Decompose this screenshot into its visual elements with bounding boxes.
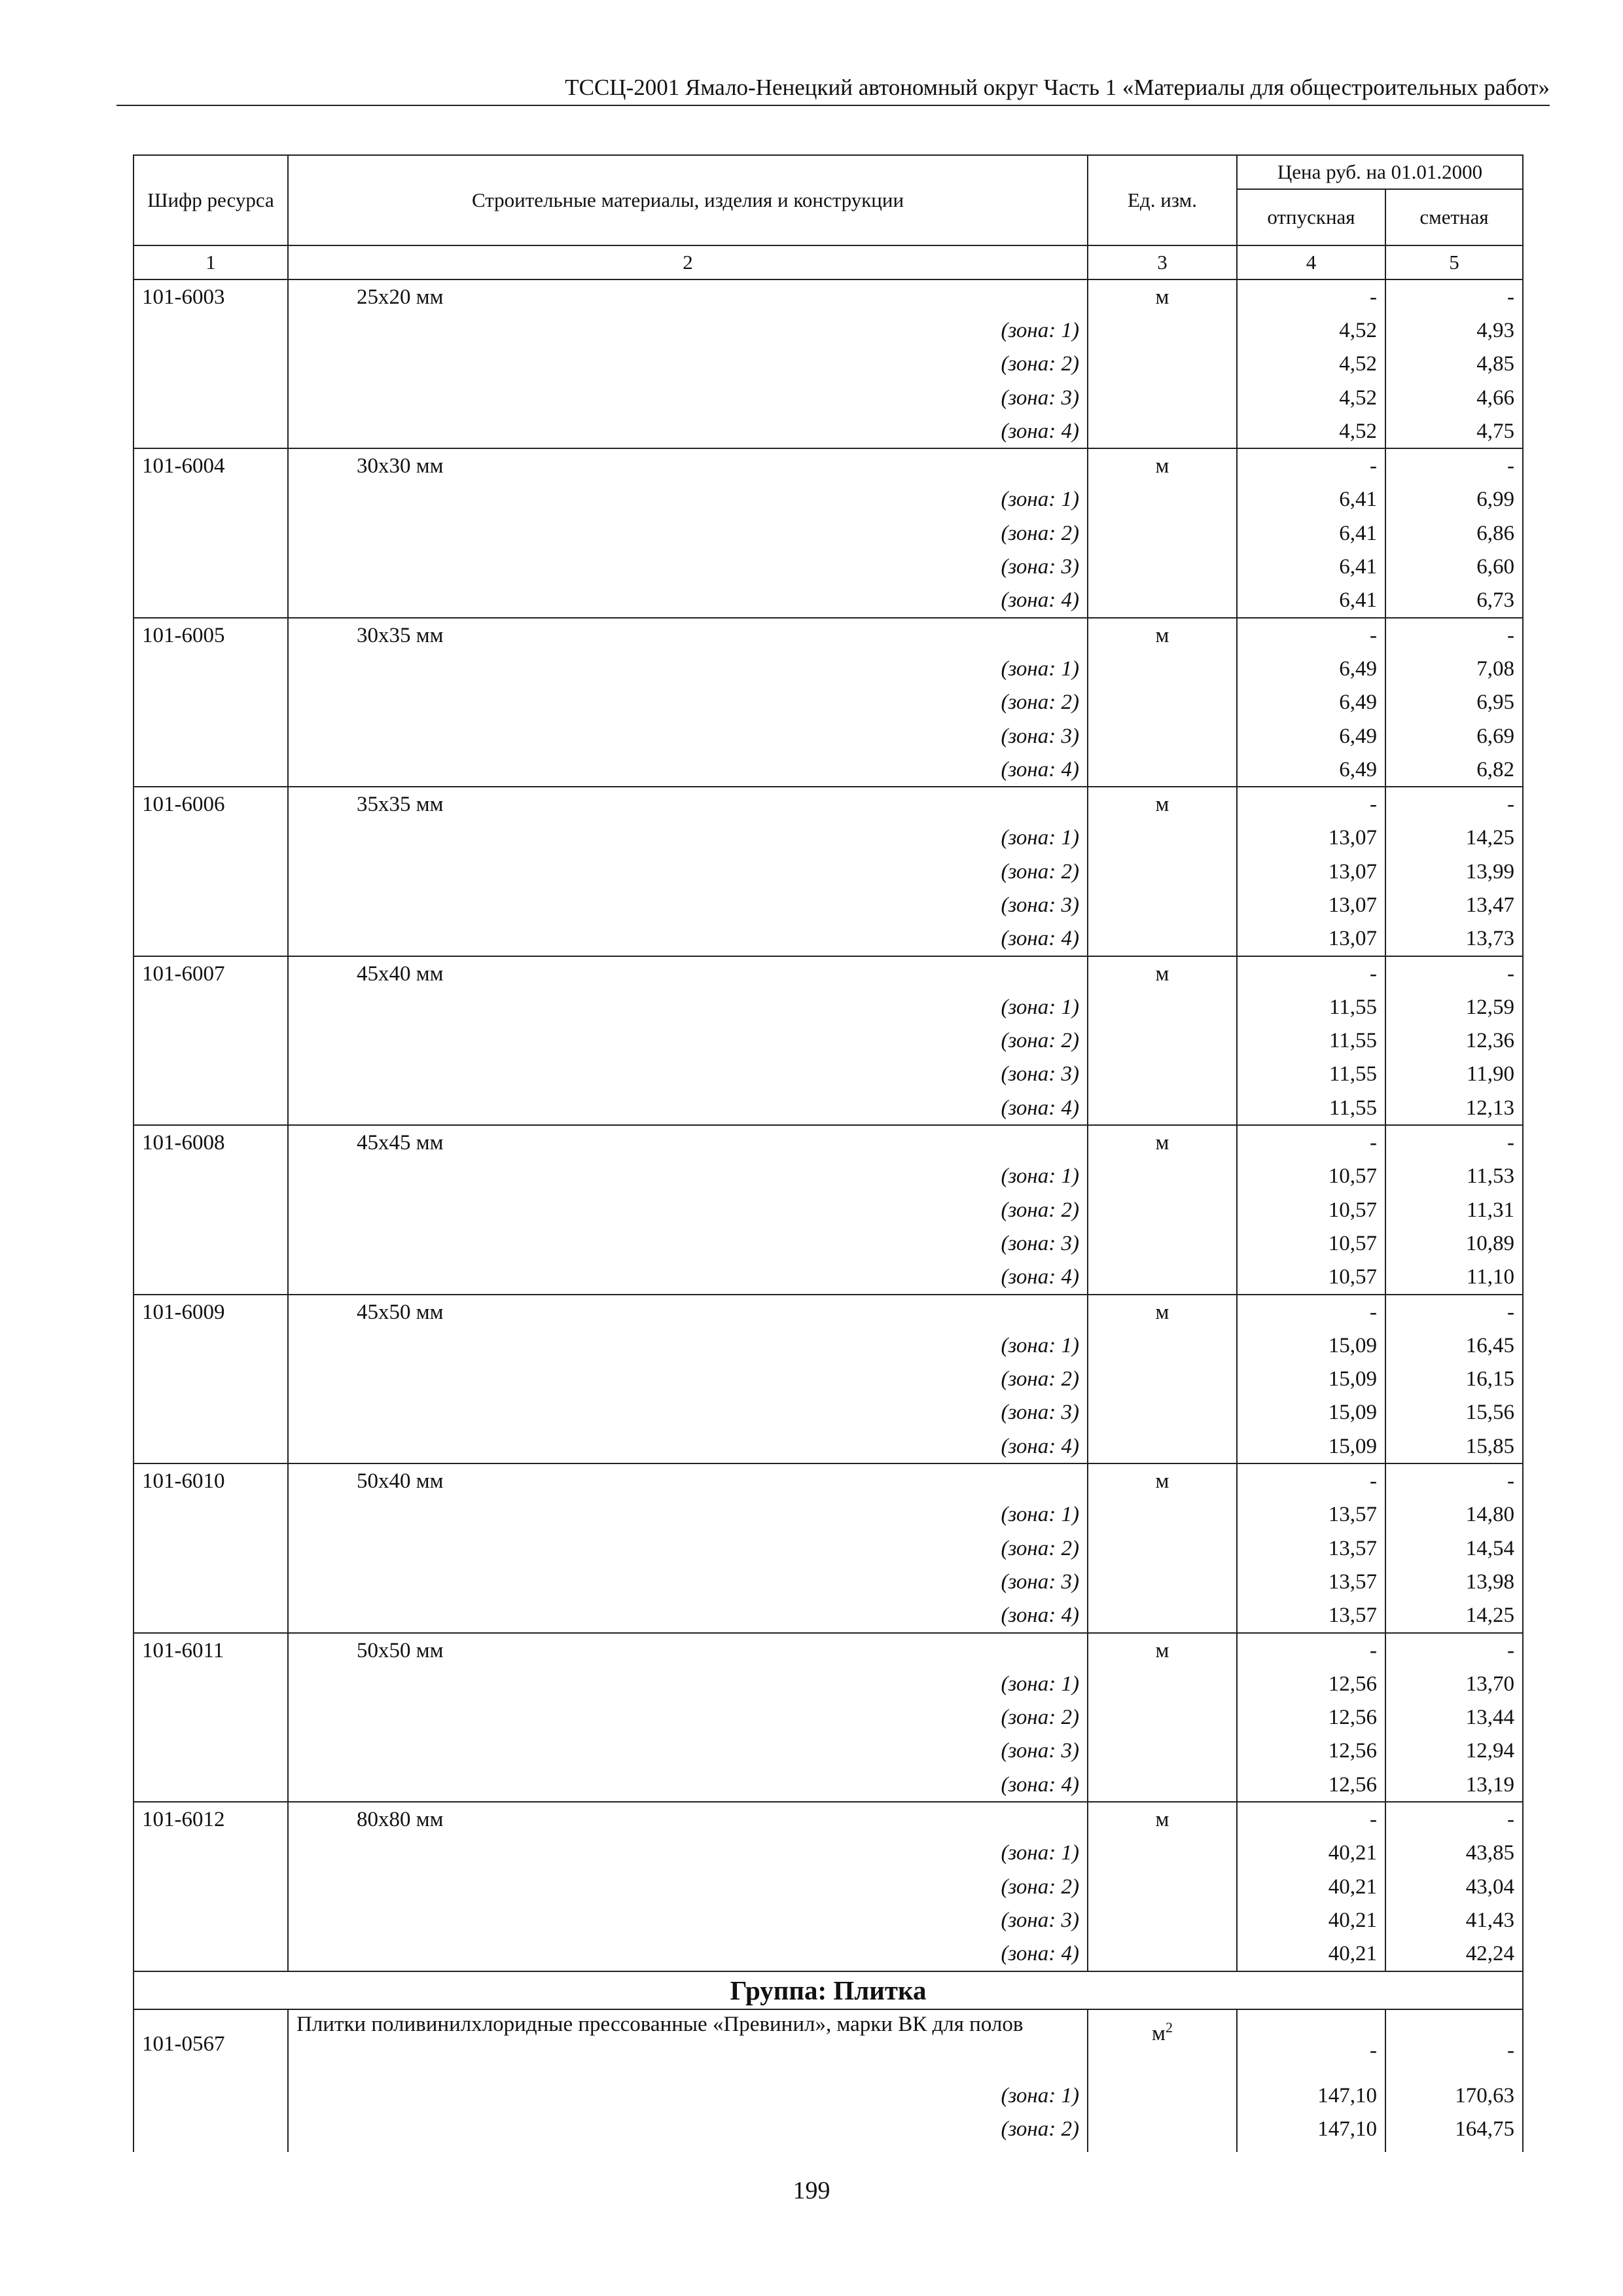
zone-label: (зона: 1) [288, 990, 1088, 1024]
estimate-price: - [1385, 1633, 1523, 1667]
estimate-price: 4,66 [1385, 381, 1523, 414]
zone-label: (зона: 3) [288, 1903, 1088, 1937]
zone-label: (зона: 2) [288, 855, 1088, 888]
zone-label: (зона: 2) [288, 1700, 1088, 1734]
release-price: - [1237, 956, 1385, 990]
release-price: 13,07 [1237, 922, 1385, 956]
material-name: 45x40 мм [288, 956, 1088, 990]
zone-label: (зона: 4) [288, 414, 1088, 448]
estimate-price: 6,73 [1385, 584, 1523, 618]
zone-row [134, 888, 1523, 922]
release-price: 11,55 [1237, 1058, 1385, 1091]
estimate-price: 16,45 [1385, 1329, 1523, 1362]
zone-label: (зона: 4) [288, 1261, 1088, 1295]
zone-label: (зона: 2) [288, 1870, 1088, 1903]
estimate-price: 14,80 [1385, 1498, 1523, 1532]
resource-code: 101-6003 [134, 279, 288, 314]
table-header [134, 155, 1523, 279]
zone-row [134, 1261, 1523, 1295]
zone-label: (зона: 4) [288, 753, 1088, 787]
estimate-price: 13,98 [1385, 1565, 1523, 1598]
zone-row [134, 1058, 1523, 1091]
unit-superscript: 2 [1165, 2018, 1173, 2036]
column-number: 3 [1088, 245, 1237, 279]
zone-label: (зона: 2) [288, 686, 1088, 719]
estimate-price: 6,86 [1385, 516, 1523, 550]
zone-row [134, 1429, 1523, 1463]
unit: м [1088, 448, 1237, 482]
price-table [133, 154, 1524, 2152]
material-name: 80x80 мм [288, 1802, 1088, 1836]
release-price: 6,41 [1237, 550, 1385, 583]
zone-row [134, 1329, 1523, 1362]
release-price: 13,57 [1237, 1599, 1385, 1633]
header-code: Шифр ресурса [134, 155, 288, 245]
zone-row [134, 381, 1523, 414]
release-price: 10,57 [1237, 1227, 1385, 1260]
zone-row [134, 1734, 1523, 1768]
zone-label: (зона: 1) [288, 821, 1088, 855]
release-price: 13,07 [1237, 855, 1385, 888]
estimate-price: 164,75 [1385, 2113, 1523, 2152]
zone-row [134, 753, 1523, 787]
zone-label: (зона: 2) [288, 1532, 1088, 1565]
release-price: 6,49 [1237, 753, 1385, 787]
release-price: 11,55 [1237, 990, 1385, 1024]
zone-row [134, 1937, 1523, 1971]
estimate-price: 11,31 [1385, 1193, 1523, 1227]
release-price: 40,21 [1237, 1837, 1385, 1870]
estimate-price: 10,89 [1385, 1227, 1523, 1260]
zone-row [134, 1837, 1523, 1870]
release-price: 15,09 [1237, 1363, 1385, 1396]
estimate-price: 14,25 [1385, 821, 1523, 855]
release-price: 15,09 [1237, 1329, 1385, 1362]
material-name: 35x35 мм [288, 787, 1088, 821]
estimate-price: 13,44 [1385, 1700, 1523, 1734]
estimate-price: - [1385, 279, 1523, 314]
zone-row [134, 584, 1523, 618]
zone-row [134, 516, 1523, 550]
zone-row [134, 2079, 1523, 2113]
zone-label: (зона: 2) [288, 1193, 1088, 1227]
estimate-price: 13,47 [1385, 888, 1523, 922]
table-row [134, 448, 1523, 482]
estimate-price: 41,43 [1385, 1903, 1523, 1937]
estimate-price: 12,13 [1385, 1091, 1523, 1125]
release-price: 6,49 [1237, 719, 1385, 753]
table-row [134, 1295, 1523, 1329]
header-estimate-price: сметная [1385, 189, 1523, 245]
zone-row [134, 1667, 1523, 1700]
estimate-price: 13,73 [1385, 922, 1523, 956]
estimate-price: - [1385, 1125, 1523, 1159]
zone-label: (зона: 3) [288, 550, 1088, 583]
zone-label: (зона: 1) [288, 2079, 1088, 2113]
material-name: 30x30 мм [288, 448, 1088, 482]
estimate-price: 43,04 [1385, 1870, 1523, 1903]
estimate-price: 6,60 [1385, 550, 1523, 583]
release-price: - [1237, 1802, 1385, 1836]
column-number: 4 [1237, 245, 1385, 279]
zone-row [134, 855, 1523, 888]
material-name: 45x45 мм [288, 1125, 1088, 1159]
release-price: - [1237, 2009, 1385, 2079]
estimate-price: 6,82 [1385, 753, 1523, 787]
estimate-price: 14,25 [1385, 1599, 1523, 1633]
table-row [134, 1633, 1523, 1667]
items-body [134, 279, 1523, 1971]
estimate-price: 11,10 [1385, 1261, 1523, 1295]
resource-code: 101-6005 [134, 618, 288, 652]
estimate-price: 13,70 [1385, 1667, 1523, 1700]
estimate-price: 7,08 [1385, 652, 1523, 685]
estimate-price: 6,95 [1385, 686, 1523, 719]
material-name: 50x40 мм [288, 1463, 1088, 1498]
table-row [134, 1463, 1523, 1498]
release-price: 10,57 [1237, 1160, 1385, 1193]
release-price: - [1237, 1125, 1385, 1159]
unit: м [1088, 1802, 1237, 1836]
estimate-price: - [1385, 787, 1523, 821]
zone-row [134, 1498, 1523, 1532]
running-header: ТССЦ-2001 Ямало-Ненецкий автономный округ Часть 1 «Материалы для общестроительных работ» [565, 75, 1550, 100]
zone-label: (зона: 1) [288, 1667, 1088, 1700]
zone-label: (зона: 4) [288, 1429, 1088, 1463]
release-price: 10,57 [1237, 1261, 1385, 1295]
estimate-price: - [1385, 1295, 1523, 1329]
zone-label: (зона: 3) [288, 719, 1088, 753]
zone-label: (зона: 1) [288, 1837, 1088, 1870]
group-title: Группа: Плитка [134, 1971, 1523, 2009]
table-row [134, 618, 1523, 652]
page-number: 199 [793, 2177, 830, 2204]
header-rule [116, 105, 1550, 106]
unit-cell [1088, 2009, 1237, 2079]
zone-label: (зона: 4) [288, 1599, 1088, 1633]
unit: м [1088, 279, 1237, 314]
zone-label: (зона: 4) [288, 1091, 1088, 1125]
resource-code: 101-6011 [134, 1633, 288, 1667]
zone-row [134, 1700, 1523, 1734]
column-number: 5 [1385, 245, 1523, 279]
zone-label: (зона: 4) [288, 1937, 1088, 1971]
column-numbers-row [134, 245, 1523, 279]
release-price: - [1237, 448, 1385, 482]
column-number: 1 [134, 245, 288, 279]
zone-row [134, 1532, 1523, 1565]
release-price: 40,21 [1237, 1937, 1385, 1971]
zone-label: (зона: 1) [288, 1498, 1088, 1532]
release-price: 15,09 [1237, 1429, 1385, 1463]
release-price: - [1237, 618, 1385, 652]
estimate-price: 14,54 [1385, 1532, 1523, 1565]
unit: м [1088, 956, 1237, 990]
zone-row [134, 2113, 1523, 2152]
zone-label: (зона: 3) [288, 1227, 1088, 1260]
estimate-price: 6,69 [1385, 719, 1523, 753]
estimate-price: 42,24 [1385, 1937, 1523, 1971]
zone-row [134, 1024, 1523, 1058]
zone-label: (зона: 1) [288, 314, 1088, 347]
zone-label: (зона: 2) [288, 1363, 1088, 1396]
material-name: 25x20 мм [288, 279, 1088, 314]
zone-row [134, 821, 1523, 855]
estimate-price: - [1385, 956, 1523, 990]
release-price: 13,07 [1237, 888, 1385, 922]
estimate-price: 13,99 [1385, 855, 1523, 888]
unit: м [1088, 1633, 1237, 1667]
table-row [134, 2009, 1523, 2079]
release-price: 6,41 [1237, 483, 1385, 516]
zone-label: (зона: 3) [288, 1565, 1088, 1598]
zone-row [134, 1599, 1523, 1633]
unit: м [1088, 1463, 1237, 1498]
zone-label: (зона: 1) [288, 652, 1088, 685]
zone-label: (зона: 2) [288, 2113, 1088, 2152]
resource-code: 101-6012 [134, 1802, 288, 1836]
release-price: 13,57 [1237, 1498, 1385, 1532]
material-name: 30x35 мм [288, 618, 1088, 652]
zone-row [134, 1870, 1523, 1903]
unit: м [1088, 787, 1237, 821]
release-price: - [1237, 279, 1385, 314]
release-price: 6,41 [1237, 516, 1385, 550]
release-price: 40,21 [1237, 1903, 1385, 1937]
zone-row [134, 1091, 1523, 1125]
release-price: 40,21 [1237, 1870, 1385, 1903]
release-price: - [1237, 1295, 1385, 1329]
header-unit: Ед. изм. [1088, 155, 1237, 245]
material-name: 50x50 мм [288, 1633, 1088, 1667]
zone-label: (зона: 4) [288, 922, 1088, 956]
release-price: - [1237, 1463, 1385, 1498]
estimate-price: 12,59 [1385, 990, 1523, 1024]
estimate-price: - [1385, 448, 1523, 482]
release-price: 11,55 [1237, 1024, 1385, 1058]
estimate-price: 11,53 [1385, 1160, 1523, 1193]
estimate-price: 6,99 [1385, 483, 1523, 516]
zone-label: (зона: 1) [288, 483, 1088, 516]
resource-code: 101-6007 [134, 956, 288, 990]
resource-code: 101-6009 [134, 1295, 288, 1329]
release-price: 4,52 [1237, 381, 1385, 414]
zone-label: (зона: 2) [288, 348, 1088, 381]
estimate-price: - [1385, 1463, 1523, 1498]
release-price: 147,10 [1237, 2079, 1385, 2113]
zone-row [134, 414, 1523, 448]
zone-row [134, 348, 1523, 381]
estimate-price: 4,75 [1385, 414, 1523, 448]
header-release-price: отпускная [1237, 189, 1385, 245]
table-row [134, 1125, 1523, 1159]
estimate-price: 11,90 [1385, 1058, 1523, 1091]
release-price: 147,10 [1237, 2113, 1385, 2152]
estimate-price: 13,19 [1385, 1768, 1523, 1802]
estimate-price: 12,94 [1385, 1734, 1523, 1768]
resource-code: 101-6008 [134, 1125, 288, 1159]
table-row [134, 1802, 1523, 1836]
zone-row [134, 314, 1523, 347]
unit: м [1088, 618, 1237, 652]
release-price: - [1237, 787, 1385, 821]
zone-row [134, 1160, 1523, 1193]
release-price: 6,49 [1237, 652, 1385, 685]
release-price: 13,57 [1237, 1565, 1385, 1598]
zone-row [134, 719, 1523, 753]
release-price: 10,57 [1237, 1193, 1385, 1227]
zone-label: (зона: 3) [288, 888, 1088, 922]
estimate-price: 15,85 [1385, 1429, 1523, 1463]
zone-row [134, 652, 1523, 685]
zone-row [134, 686, 1523, 719]
material-name: Плитки поливинилхлоридные прессованные «Превинил», марки ВК для полов [288, 2009, 1088, 2079]
zone-row [134, 1768, 1523, 1802]
release-price: 4,52 [1237, 414, 1385, 448]
zone-row [134, 1227, 1523, 1260]
estimate-price: - [1385, 618, 1523, 652]
zone-label: (зона: 2) [288, 516, 1088, 550]
zone-label: (зона: 1) [288, 1160, 1088, 1193]
estimate-price: 43,85 [1385, 1837, 1523, 1870]
estimate-price: - [1385, 1802, 1523, 1836]
release-price: - [1237, 1633, 1385, 1667]
table-row [134, 787, 1523, 821]
zone-row [134, 1565, 1523, 1598]
zone-label: (зона: 4) [288, 1768, 1088, 1802]
resource-code: 101-0567 [134, 2009, 288, 2079]
release-price: 13,07 [1237, 821, 1385, 855]
table-row [134, 956, 1523, 990]
estimate-price: 4,93 [1385, 314, 1523, 347]
release-price: 12,56 [1237, 1667, 1385, 1700]
header-price: Цена руб. на 01.01.2000 [1237, 155, 1523, 189]
zone-label: (зона: 4) [288, 584, 1088, 618]
zone-row [134, 922, 1523, 956]
release-price: 12,56 [1237, 1700, 1385, 1734]
resource-code: 101-6006 [134, 787, 288, 821]
zone-label: (зона: 3) [288, 1058, 1088, 1091]
zone-row [134, 1193, 1523, 1227]
estimate-price: - [1385, 2009, 1523, 2079]
zone-label: (зона: 1) [288, 1329, 1088, 1362]
release-price: 12,56 [1237, 1734, 1385, 1768]
release-price: 4,52 [1237, 314, 1385, 347]
zone-label: (зона: 3) [288, 1734, 1088, 1768]
zone-label: (зона: 2) [288, 1024, 1088, 1058]
unit: м [1088, 1125, 1237, 1159]
release-price: 6,49 [1237, 686, 1385, 719]
unit: м [1152, 2021, 1166, 2045]
resource-code: 101-6004 [134, 448, 288, 482]
estimate-price: 12,36 [1385, 1024, 1523, 1058]
unit: м [1088, 1295, 1237, 1329]
zone-row [134, 550, 1523, 583]
zone-row [134, 1363, 1523, 1396]
estimate-price: 4,85 [1385, 348, 1523, 381]
release-price: 4,52 [1237, 348, 1385, 381]
release-price: 13,57 [1237, 1532, 1385, 1565]
resource-code: 101-6010 [134, 1463, 288, 1498]
estimate-price: 170,63 [1385, 2079, 1523, 2113]
estimate-price: 15,56 [1385, 1396, 1523, 1429]
zone-label: (зона: 3) [288, 1396, 1088, 1429]
table-row [134, 279, 1523, 314]
zone-row [134, 483, 1523, 516]
header-name: Строительные материалы, изделия и конструкции [288, 155, 1088, 245]
material-name: 45x50 мм [288, 1295, 1088, 1329]
group-row [134, 1971, 1523, 2009]
release-price: 15,09 [1237, 1396, 1385, 1429]
release-price: 11,55 [1237, 1091, 1385, 1125]
column-number: 2 [288, 245, 1088, 279]
estimate-price: 16,15 [1385, 1363, 1523, 1396]
zone-row [134, 990, 1523, 1024]
release-price: 12,56 [1237, 1768, 1385, 1802]
release-price: 6,41 [1237, 584, 1385, 618]
zone-row [134, 1396, 1523, 1429]
zone-label: (зона: 3) [288, 381, 1088, 414]
zone-row [134, 1903, 1523, 1937]
tile-group [134, 1971, 1523, 2152]
